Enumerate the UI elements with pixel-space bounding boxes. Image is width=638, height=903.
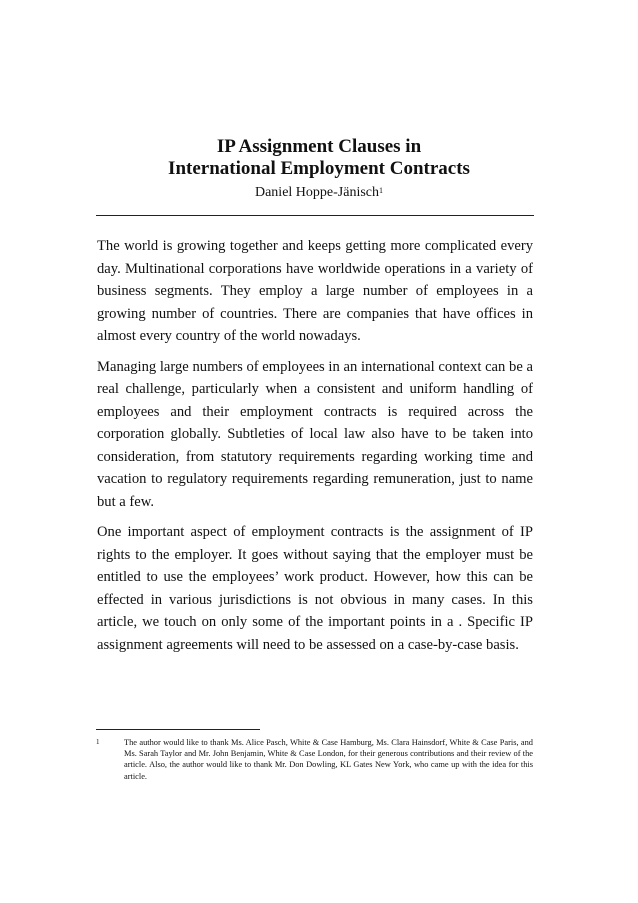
paragraph-2: Managing large numbers of employees in an international context can be a real challenge, particularly when a consistent and uniform handling of employees and their employment contracts is required across the corporation globally. Subtleties of local law also have to be taken into consideration, from statutory requirements regarding working time and vacation to regulatory requirements regarding remuneration, just to name but a few. <box>97 358 533 510</box>
footnote-text: The author would like to thank Ms. Alice Pasch, White & Case Hamburg, Ms. Clara Hainsdorf, White & Case Paris, and Ms. Sarah Taylor and Mr. John Benjamin, White & Case London, for their generous contributions and their review of the article. Also, the author would like to thank Mr. Don Dowling, KL Gates New York, who came up with the idea for this article. <box>124 738 533 781</box>
footnote <box>96 737 533 782</box>
article-body <box>97 235 533 664</box>
title-line-1: IP Assignment Clauses in <box>216 136 422 157</box>
footnote-mark: 1 <box>96 738 100 746</box>
author-byline <box>0 184 638 202</box>
author-name: Daniel Hoppe-Jänisch <box>254 185 380 200</box>
paragraph-3: One important aspect of employment contracts is the assignment of IP rights to the employer. It goes without saying that the employer must be entitled to use the employees’ work product. However, how this can be effected in various jurisdictions is not obvious in many cases. In this article, we touch on only some of the important points in a . Specific IP assignment agreements will need to be assessed on a case-by-case basis. <box>97 524 533 653</box>
title-line-2: International Employment Contracts <box>168 158 470 179</box>
article-title <box>0 136 638 180</box>
author-footnote-ref[interactable]: 1 <box>379 186 384 195</box>
paragraph-1: The world is growing together and keeps getting more complicated every day. Multinational corporations have worldwide operations in a variety of business segments. They employ a large number of employees in a growing number of countries. There are companies that have offices in almost every country of the world nowadays. <box>97 238 533 344</box>
title-divider <box>96 215 534 216</box>
footnote-divider <box>96 729 260 730</box>
